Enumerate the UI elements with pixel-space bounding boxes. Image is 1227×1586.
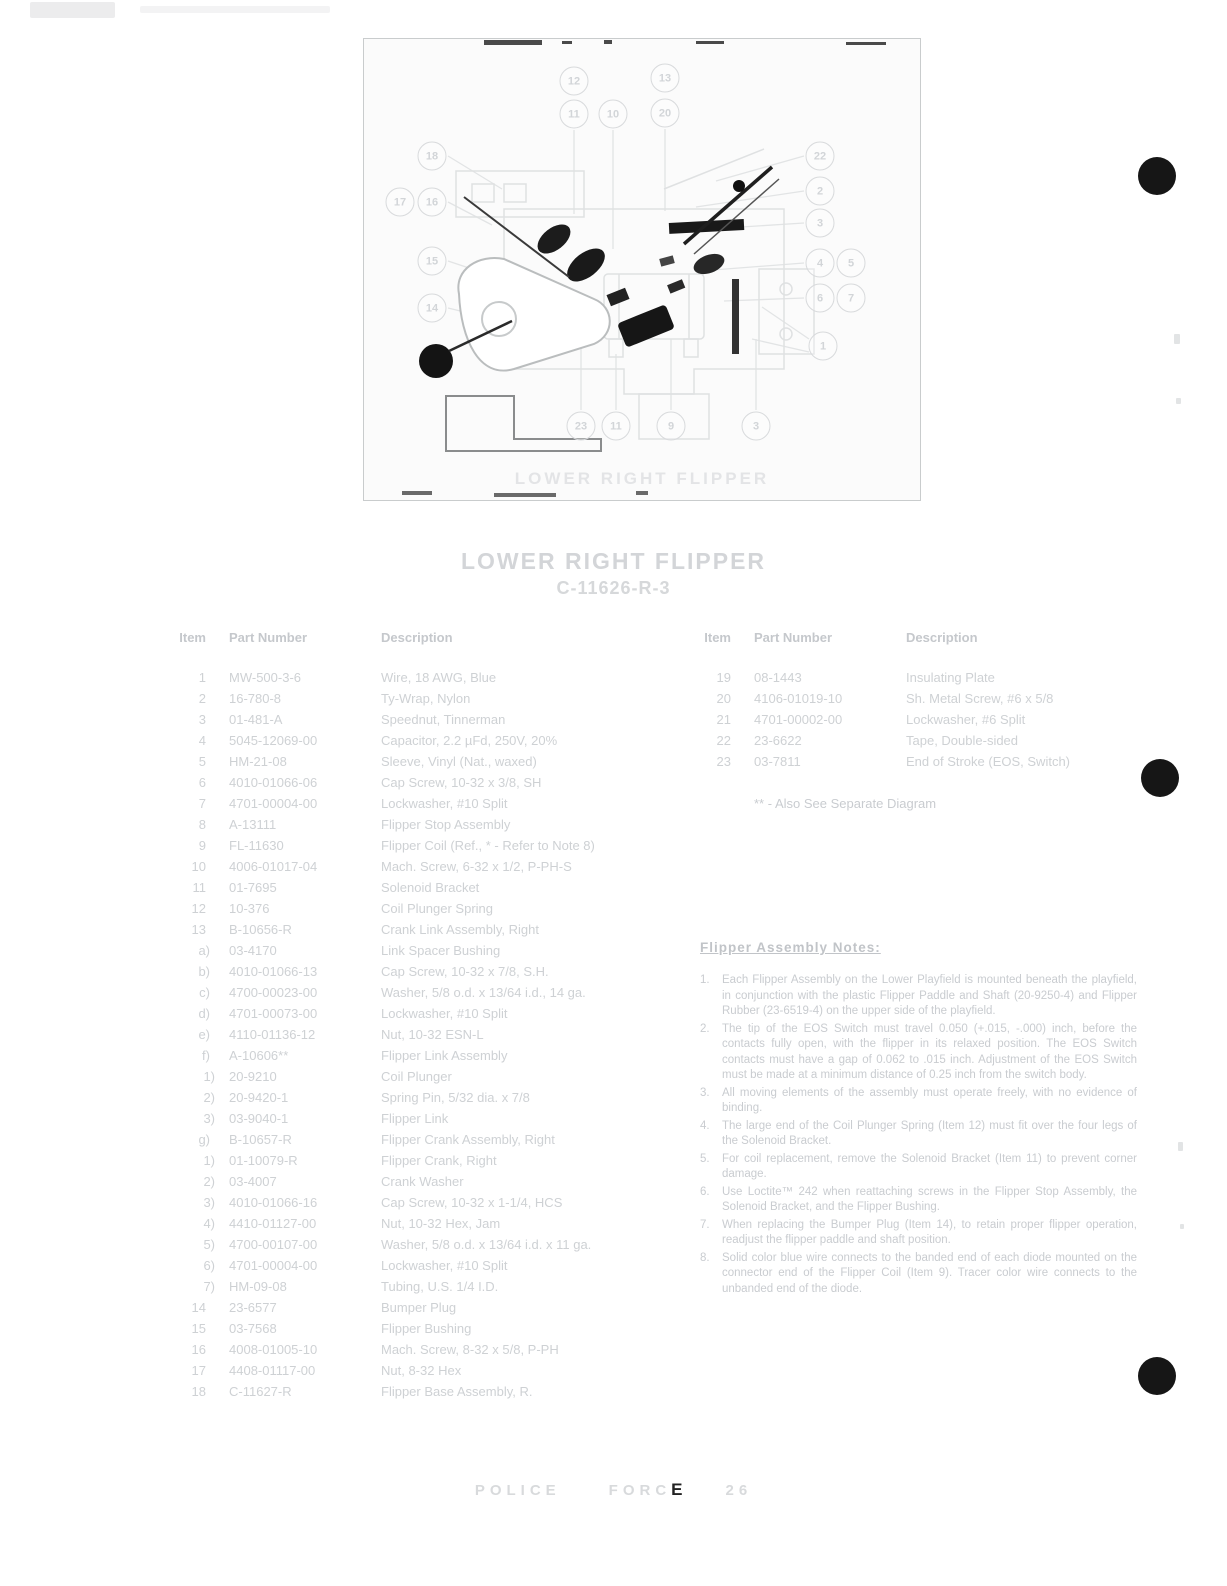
note-number: 5.	[700, 1152, 710, 1165]
part-item-number: 1)	[203, 1153, 215, 1168]
part-item-number: 5)	[203, 1237, 215, 1252]
page-title: LOWER RIGHT FLIPPER	[460, 548, 767, 574]
part-number: 4701-00004-00	[229, 1258, 318, 1273]
diagram-callout	[560, 67, 589, 96]
part-description: Cap Screw, 10-32 x 7/8, S.H.	[381, 964, 549, 979]
part-number: B-10656-R	[229, 922, 292, 937]
part-item-number: 22	[716, 733, 731, 748]
parts-row	[172, 1171, 682, 1192]
part-description: Spring Pin, 5/32 dia. x 7/8	[381, 1090, 530, 1105]
part-item-number: 20	[716, 691, 731, 706]
part-description: Lockwasher, #10 Split	[381, 1006, 508, 1021]
parts-row	[172, 814, 682, 835]
part-item-number: 16	[191, 1342, 206, 1357]
part-description: Flipper Base Assembly, R.	[381, 1384, 533, 1399]
parts-table-right	[697, 630, 1167, 811]
parts-row	[697, 709, 1167, 730]
part-item-number: 11	[192, 880, 206, 895]
part-item-number: 6)	[203, 1258, 215, 1273]
part-description: Coil Plunger	[381, 1069, 452, 1084]
punch-hole	[1138, 157, 1176, 195]
callout-number: 11	[610, 420, 622, 432]
part-description: Crank Link Assembly, Right	[381, 922, 539, 937]
note-number: 3.	[700, 1086, 710, 1099]
callout-number: 12	[567, 75, 581, 87]
parts-row	[172, 1360, 682, 1381]
part-item-number: 1)	[203, 1069, 215, 1084]
note-item	[700, 1251, 1137, 1298]
note-number: 7.	[700, 1218, 710, 1231]
part-item-number: 9	[198, 838, 206, 853]
assembly-number: C-11626-R-3	[556, 578, 671, 598]
diagram-callout	[657, 412, 686, 441]
part-description: Flipper Coil (Ref., * - Refer to Note 8)	[381, 838, 595, 853]
part-description: Tubing, U.S. 1/4 I.D.	[381, 1279, 499, 1294]
diagram-callout	[418, 142, 447, 171]
punch-hole	[1138, 1357, 1176, 1395]
part-number: 4408-01117-00	[229, 1363, 316, 1378]
parts-row	[172, 961, 682, 982]
part-description: Insulating Plate	[906, 670, 995, 685]
scan-smudge	[30, 2, 115, 18]
part-description: Nut, 10-32 Hex, Jam	[381, 1216, 501, 1231]
note-text: Each Flipper Assembly on the Lower Playfield is mounted beneath the playfield, in conjunction with the plastic Flipper Paddle and Shaft (20-9250-4) and Flipper Rubber (23-6519-4) on the upper side of the playfield.	[722, 974, 1137, 1017]
note-text: When replacing the Bumper Plug (Item 14), to retain proper flipper operation, readjust the flipper paddle and shaft position.	[722, 1218, 1137, 1246]
part-number: 4701-00004-00	[229, 796, 318, 811]
part-description: Crank Washer	[381, 1174, 464, 1189]
part-number: 4008-01005-10	[229, 1342, 318, 1357]
parts-row	[172, 1087, 682, 1108]
part-item-number: 7)	[203, 1279, 215, 1294]
parts-row	[172, 1276, 682, 1297]
part-item-number: 3)	[203, 1111, 215, 1126]
parts-row	[172, 1234, 682, 1255]
parts-row	[172, 982, 682, 1003]
callout-number: 9	[667, 420, 675, 432]
parts-diagram-photo	[363, 38, 921, 501]
callout-number: 11	[568, 108, 580, 120]
part-item-number: 14	[191, 1300, 206, 1315]
part-number: 4010-01066-13	[229, 964, 318, 979]
part-item-number: 13	[191, 922, 206, 937]
callout-number: 14	[425, 302, 439, 314]
part-item-number: a)	[198, 943, 210, 958]
part-description: Cap Screw, 10-32 x 1-1/4, HCS	[381, 1195, 563, 1210]
part-number: 4010-01066-16	[229, 1195, 318, 1210]
part-item-number: 1	[198, 670, 206, 685]
part-description: Flipper Stop Assembly	[381, 817, 511, 832]
part-number: 4006-01017-04	[229, 859, 318, 874]
parts-row	[172, 877, 682, 898]
parts-row	[172, 1150, 682, 1171]
diagram-callout	[651, 64, 680, 93]
parts-table-header	[172, 630, 682, 645]
parts-row	[172, 898, 682, 919]
part-number: 16-780-8	[229, 691, 282, 706]
part-item-number: 4	[198, 733, 206, 748]
part-number: 03-4170	[229, 943, 277, 958]
parts-row	[172, 1339, 682, 1360]
callout-number: 4	[816, 257, 824, 269]
part-description: Nut, 8-32 Hex	[381, 1363, 462, 1378]
diagram-callout	[837, 284, 866, 313]
parts-row	[172, 1108, 682, 1129]
parts-row	[697, 688, 1167, 709]
part-number: 01-481-A	[229, 712, 283, 727]
part-number: 03-9040-1	[229, 1111, 289, 1126]
diagram-callout	[418, 247, 447, 276]
parts-row	[172, 772, 682, 793]
callout-number: 15	[425, 255, 439, 267]
part-number: A-13111	[229, 817, 277, 832]
part-item-number: c)	[199, 985, 210, 1000]
part-number: 10-376	[229, 901, 270, 916]
diagram-callout	[418, 188, 447, 217]
note-text: Solid color blue wire connects to the banded end of each diode mounted on the connector end of the Flipper Coil (Item 9). Tracer color wire connects to the unbanded end of the diode.	[722, 1251, 1137, 1295]
part-item-number: 3)	[203, 1195, 215, 1210]
parts-row	[172, 856, 682, 877]
callout-number: 2	[816, 185, 824, 197]
part-number: 01-7695	[229, 880, 277, 895]
part-item-number: 19	[716, 670, 731, 685]
part-item-number: 2)	[203, 1090, 215, 1105]
part-item-number: 8	[198, 817, 206, 832]
callout-number: 18	[425, 150, 439, 162]
note-item	[700, 1119, 1137, 1150]
note-text: For coil replacement, remove the Solenoid Bracket (Item 11) to prevent corner damage.	[722, 1152, 1137, 1180]
part-item-number: 5	[198, 754, 206, 769]
callout-number: 23	[574, 420, 588, 432]
part-number: HM-21-08	[229, 754, 287, 769]
callout-number: 17	[393, 196, 407, 208]
parts-row	[172, 1213, 682, 1234]
part-item-number: 23	[716, 754, 731, 769]
callout-number: 1	[819, 340, 827, 352]
diagram-callout	[651, 99, 680, 128]
part-description: Lockwasher, #10 Split	[381, 1258, 508, 1273]
part-item-number: 6	[198, 775, 206, 790]
note-number: 1.	[700, 974, 710, 986]
part-number: 01-10079-R	[229, 1153, 298, 1168]
scan-speck	[1178, 1142, 1183, 1151]
header-part-number: Part Number	[754, 630, 833, 645]
callout-number: 7	[847, 292, 855, 304]
part-number: 4110-01136-12	[229, 1027, 316, 1042]
part-number: FL-11630	[229, 838, 284, 853]
part-number: 03-7811	[754, 754, 801, 769]
parts-table-header	[697, 630, 1167, 645]
parts-row	[172, 1045, 682, 1066]
note-item	[700, 1152, 1137, 1183]
part-description: Flipper Link Assembly	[381, 1048, 508, 1063]
parts-rows-right	[697, 667, 1167, 772]
note-item	[700, 1218, 1137, 1249]
part-description: End of Stroke (EOS, Switch)	[906, 754, 1071, 769]
parts-row	[172, 751, 682, 772]
part-description: Nut, 10-32 ESN-L	[381, 1027, 484, 1042]
parts-row	[172, 793, 682, 814]
note-text: Use Loctite™ 242 when reattaching screws in the Flipper Stop Assembly, the Solenoid Bracket, and the Flipper Bushing.	[722, 1185, 1137, 1213]
note-number: 8.	[700, 1251, 710, 1264]
diagram-callout	[418, 294, 447, 323]
diagram-callout	[806, 249, 835, 278]
part-item-number: 2)	[203, 1174, 215, 1189]
notes-list	[700, 973, 1137, 1297]
part-description: Tape, Double-sided	[906, 733, 1019, 748]
parts-row	[697, 751, 1167, 772]
parts-row	[172, 1297, 682, 1318]
part-description: Lockwasher, #10 Split	[381, 796, 508, 811]
diagram-callout	[567, 412, 596, 441]
part-item-number: 3	[198, 712, 206, 727]
parts-row	[172, 688, 682, 709]
part-description: Speednut, Tinnerman	[381, 712, 506, 727]
callout-number: 13	[658, 72, 672, 84]
part-description: Coil Plunger Spring	[381, 901, 494, 916]
separate-diagram-footnote: ** - Also See Separate Diagram	[754, 796, 937, 811]
callout-number: 22	[813, 150, 827, 162]
part-item-number: 7	[198, 796, 206, 811]
parts-rows-left	[172, 667, 682, 1402]
parts-row	[172, 1381, 682, 1402]
part-description: Flipper Link	[381, 1111, 449, 1126]
callout-number: 6	[816, 292, 824, 304]
parts-row	[172, 730, 682, 751]
parts-row	[697, 730, 1167, 751]
diagram-callout	[806, 177, 835, 206]
note-text: The large end of the Coil Plunger Spring (Item 12) must fit over the four legs of the Solenoid Bracket.	[722, 1119, 1137, 1147]
parts-row	[172, 1003, 682, 1024]
diagram-callout	[806, 284, 835, 313]
callout-number: 5	[847, 257, 855, 269]
callout-number: 3	[752, 420, 760, 432]
footer-page-number: 26	[725, 1482, 753, 1499]
header-part-number: Part Number	[229, 630, 308, 645]
part-description: Link Spacer Bushing	[381, 943, 501, 958]
part-number: 20-9210	[229, 1069, 277, 1084]
diagram-callout	[806, 209, 835, 238]
callout-number: 3	[816, 217, 824, 229]
part-item-number: 15	[191, 1321, 206, 1336]
note-number: 4.	[700, 1119, 710, 1132]
part-description: Solenoid Bracket	[381, 880, 480, 895]
part-number: B-10657-R	[229, 1132, 292, 1147]
part-number: 5045-12069-00	[229, 733, 318, 748]
part-item-number: 21	[716, 712, 731, 727]
part-number: 23-6622	[754, 733, 802, 748]
note-item	[700, 973, 1137, 1020]
part-description: Washer, 5/8 o.d. x 13/64 i.d., 14 ga.	[381, 985, 586, 1000]
part-item-number: f)	[202, 1048, 210, 1063]
callout-number: 16	[425, 196, 439, 208]
part-description: Mach. Screw, 6-32 x 1/2, P-PH-S	[381, 859, 572, 874]
footer-game-word2-dark-letter: E	[671, 1480, 688, 1499]
part-number: 23-6577	[229, 1300, 277, 1315]
part-number: 4410-01127-00	[229, 1216, 317, 1231]
part-description: Capacitor, 2.2 µFd, 250V, 20%	[381, 733, 558, 748]
diagram-callout	[809, 332, 838, 361]
flipper-assembly-notes	[700, 940, 1137, 1299]
note-item	[700, 1022, 1137, 1084]
scan-speck	[1176, 398, 1181, 404]
diagram-callout	[560, 100, 589, 129]
header-item: Item	[704, 630, 731, 645]
part-number: C-11627-R	[229, 1384, 292, 1399]
parts-table-left	[172, 630, 682, 1402]
note-text: The tip of the EOS Switch must travel 0.050 (+.015, -.000) inch, before the contacts fully open, with the flipper in its relaxed position. The EOS Switch contacts must have a gap of 0.062 to .015 inch. Adjustment of the EOS Switch must be made at a minimum distance of 0.25 inch from the switch body.	[722, 1022, 1137, 1081]
parts-row	[172, 940, 682, 961]
note-item	[700, 1185, 1137, 1216]
part-number: 03-7568	[229, 1321, 277, 1336]
photo-caption: LOWER RIGHT FLIPPER	[514, 469, 770, 488]
diagram-callout	[599, 100, 628, 129]
part-number: 4701-00073-00	[229, 1006, 318, 1021]
part-description: Flipper Bushing	[381, 1321, 472, 1336]
part-item-number: 2	[198, 691, 206, 706]
header-item: Item	[179, 630, 206, 645]
part-description: Flipper Crank Assembly, Right	[381, 1132, 555, 1147]
part-item-number: 17	[191, 1363, 206, 1378]
parts-row	[172, 1255, 682, 1276]
part-item-number: b)	[198, 964, 210, 979]
diagram-callout	[386, 188, 415, 217]
parts-row	[172, 919, 682, 940]
header-description: Description	[906, 630, 978, 645]
part-number: 4106-01019-10	[754, 691, 843, 706]
scan-speck	[1174, 334, 1180, 344]
header-description: Description	[381, 630, 453, 645]
parts-row	[172, 1318, 682, 1339]
callout-layer	[364, 39, 920, 500]
part-description: Flipper Crank, Right	[381, 1153, 497, 1168]
part-description: Ty-Wrap, Nylon	[381, 691, 471, 706]
part-number: 03-4007	[229, 1174, 277, 1189]
parts-row	[172, 1129, 682, 1150]
callout-number: 10	[606, 108, 620, 120]
part-description: Wire, 18 AWG, Blue	[381, 670, 497, 685]
parts-row	[172, 667, 682, 688]
part-number: 4701-00002-00	[754, 712, 843, 727]
part-description: Sleeve, Vinyl (Nat., waxed)	[381, 754, 537, 769]
footer-game-word2: FORC	[608, 1482, 672, 1499]
note-number: 6.	[700, 1185, 710, 1198]
part-description: Sh. Metal Screw, #6 x 5/8	[906, 691, 1054, 706]
page-footer	[0, 1480, 1227, 1500]
part-description: Lockwasher, #6 Split	[906, 712, 1026, 727]
note-item	[700, 1086, 1137, 1117]
parts-row	[172, 1066, 682, 1087]
diagram-callout	[837, 249, 866, 278]
part-description: Bumper Plug	[381, 1300, 457, 1315]
part-item-number: 18	[191, 1384, 206, 1399]
parts-row	[172, 709, 682, 730]
part-number: 20-9420-1	[229, 1090, 289, 1105]
callout-number: 20	[658, 107, 672, 119]
diagram-callout	[806, 142, 835, 171]
notes-heading: Flipper Assembly Notes:	[700, 940, 881, 955]
part-item-number: 4)	[203, 1216, 215, 1231]
part-description: Mach. Screw, 8-32 x 5/8, P-PH	[381, 1342, 559, 1357]
part-item-number: 12	[191, 901, 206, 916]
part-number: HM-09-08	[229, 1279, 287, 1294]
part-number: MW-500-3-6	[229, 670, 302, 685]
part-item-number: e)	[198, 1027, 210, 1042]
scan-smudge	[140, 6, 330, 13]
part-number: 4010-01066-06	[229, 775, 318, 790]
parts-row	[172, 835, 682, 856]
parts-row	[172, 1024, 682, 1045]
part-item-number: 10	[191, 859, 206, 874]
footer-game-word1: POLICE	[474, 1482, 561, 1499]
note-number: 2.	[700, 1022, 710, 1035]
note-text: All moving elements of the assembly must operate freely, with no evidence of binding.	[722, 1086, 1137, 1114]
part-number: 08-1443	[754, 670, 802, 685]
part-number: 4700-00107-00	[229, 1237, 318, 1252]
part-item-number: d)	[198, 1006, 210, 1021]
parts-row	[172, 1192, 682, 1213]
part-item-number: g)	[198, 1132, 210, 1147]
part-description: Washer, 5/8 o.d. x 13/64 i.d. x 11 ga.	[381, 1237, 592, 1252]
diagram-callout	[602, 412, 631, 441]
diagram-callout	[742, 412, 771, 441]
part-description: Cap Screw, 10-32 x 3/8, SH	[381, 775, 542, 790]
scan-speck	[1180, 1224, 1184, 1229]
parts-row	[697, 667, 1167, 688]
part-number: 4700-00023-00	[229, 985, 318, 1000]
part-number: A-10606**	[229, 1048, 289, 1063]
